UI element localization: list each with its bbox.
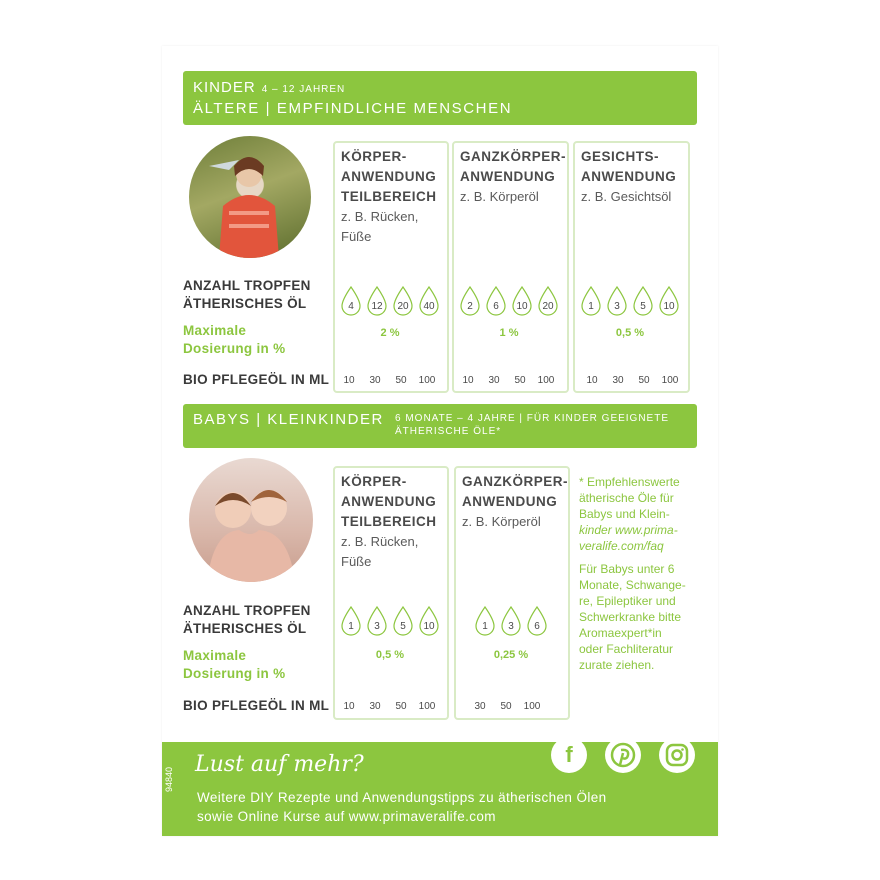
drop-row: [580, 286, 680, 316]
svg-text:1: 1: [348, 621, 354, 632]
svg-text:4: 4: [348, 301, 354, 312]
svg-text:3: 3: [374, 621, 380, 632]
ml-values: [467, 701, 545, 712]
ml-value: 100: [523, 701, 541, 712]
section1-heading: KINDER: [193, 79, 256, 96]
svg-text:10: 10: [423, 621, 435, 632]
max-percentage: 2 %: [380, 327, 400, 339]
ml-value: 30: [474, 701, 486, 712]
column-example: z. B. Gesichtsöl: [581, 189, 672, 204]
section2-header: [183, 404, 697, 448]
ml-value: 10: [462, 375, 474, 386]
footer-headline: Lust auf mehr?: [195, 752, 364, 777]
svg-text:20: 20: [542, 301, 554, 312]
drop-icon: [366, 606, 388, 636]
svg-text:3: 3: [614, 301, 620, 312]
drop-icon: [526, 606, 548, 636]
drop-icon: [658, 286, 680, 316]
ml-value: 10: [586, 375, 598, 386]
drop-icon: [632, 286, 654, 316]
drop-icon: [485, 286, 507, 316]
drop-row: [459, 286, 559, 316]
svg-text:12: 12: [371, 301, 383, 312]
drop-icon: [340, 286, 362, 316]
child-photo: [189, 136, 311, 258]
column-example: z. B. Rücken, Füße: [341, 209, 419, 244]
column-title: GANZKÖRPER- ANWENDUNG: [460, 149, 566, 184]
column-example: z. B. Rücken, Füße: [341, 534, 419, 569]
ml-value: 30: [612, 375, 624, 386]
footer-text: Weitere DIY Rezepte und Anwendungstipps zu ätherischen Ölen sowie Online Kurse auf www.primaveralife.com: [197, 790, 607, 824]
ml-values: [336, 375, 440, 386]
ml-value: 50: [395, 701, 407, 712]
svg-text:40: 40: [423, 301, 435, 312]
drop-row: [340, 606, 440, 636]
ml-value: 50: [514, 375, 526, 386]
ml-value: 100: [418, 375, 436, 386]
section1-header: [183, 71, 697, 125]
max-dosage-label-2: Maximale Dosierung in %: [183, 648, 286, 681]
drop-icon: [418, 286, 440, 316]
side-note-warning: Für Babys unter 6 Monate, Schwange- re, Epileptiker und Schwerkranke bitte Aromaexpert*in oder Fachliteratur zurate ziehen.: [579, 562, 686, 672]
drops-label: ANZAHL TROPFEN ÄTHERISCHES ÖL: [183, 278, 311, 311]
svg-text:10: 10: [663, 301, 675, 312]
pinterest-icon[interactable]: [605, 737, 641, 773]
column-title: KÖRPER- ANWENDUNG TEILBEREICH: [341, 474, 437, 529]
ml-values: [579, 375, 683, 386]
drop-icon: [366, 286, 388, 316]
ml-value: 10: [343, 701, 355, 712]
drop-row: [474, 606, 548, 636]
svg-text:6: 6: [493, 301, 499, 312]
ml-value: 100: [661, 375, 679, 386]
svg-text:3: 3: [508, 621, 514, 632]
side-note-recommendation: * Empfehlenswerte ätherische Öle für Babys und Klein- kinder www.prima- veralife.com/faq: [579, 475, 680, 553]
drop-icon: [392, 606, 414, 636]
max-percentage: 1 %: [499, 327, 519, 339]
instagram-icon[interactable]: [659, 737, 695, 773]
column-title: KÖRPER- ANWENDUNG TEILBEREICH: [341, 149, 437, 204]
drop-row: [340, 286, 440, 316]
ml-value: 30: [488, 375, 500, 386]
svg-text:5: 5: [640, 301, 646, 312]
product-code: 94840: [164, 766, 174, 792]
section1-subheading: ÄLTERE | EMPFINDLICHE MENSCHEN: [193, 100, 513, 117]
column-title: GANZKÖRPER- ANWENDUNG: [462, 474, 568, 509]
column-example: z. B. Körperöl: [460, 189, 539, 204]
ml-values: [336, 701, 440, 712]
drop-icon: [580, 286, 602, 316]
ml-value: 30: [369, 701, 381, 712]
carrier-oil-label: BIO PFLEGEÖL IN ML: [183, 372, 330, 387]
drop-icon: [606, 286, 628, 316]
carrier-oil-label-2: BIO PFLEGEÖL IN ML: [183, 698, 330, 713]
drop-icon: [474, 606, 496, 636]
svg-text:2: 2: [467, 301, 473, 312]
drop-icon: [340, 606, 362, 636]
max-dosage-label: Maximale Dosierung in %: [183, 323, 286, 356]
section2-note: 6 MONATE – 4 JAHRE | FÜR KINDER GEEIGNETE ÄTHERISCHE ÖLE*: [395, 413, 670, 437]
ml-value: 10: [343, 375, 355, 386]
drop-icon: [500, 606, 522, 636]
max-percentage: 0,5 %: [615, 327, 645, 339]
drop-icon: [418, 606, 440, 636]
svg-text:1: 1: [482, 621, 488, 632]
svg-text:1: 1: [588, 301, 594, 312]
section2-heading: BABYS | KLEINKINDER: [193, 411, 384, 428]
max-percentage: 0,5 %: [375, 649, 405, 661]
drop-icon: [537, 286, 559, 316]
section1-age: 4 – 12 JAHREN: [261, 84, 346, 95]
svg-text:5: 5: [400, 621, 406, 632]
ml-value: 50: [500, 701, 512, 712]
ml-value: 100: [537, 375, 555, 386]
facebook-icon[interactable]: f: [551, 737, 587, 773]
drop-icon: [511, 286, 533, 316]
svg-text:6: 6: [534, 621, 540, 632]
svg-text:10: 10: [516, 301, 528, 312]
max-percentage: 0,25 %: [493, 649, 529, 661]
svg-text:20: 20: [397, 301, 409, 312]
ml-value: 30: [369, 375, 381, 386]
drop-icon: [459, 286, 481, 316]
ml-value: 100: [418, 701, 436, 712]
drop-icon: [392, 286, 414, 316]
ml-value: 50: [395, 375, 407, 386]
ml-values: [455, 375, 559, 386]
babies-photo: [189, 458, 313, 582]
column-title: GESICHTS- ANWENDUNG: [581, 149, 677, 184]
drops-label-2: ANZAHL TROPFEN ÄTHERISCHES ÖL: [183, 603, 311, 636]
ml-value: 50: [638, 375, 650, 386]
column-example: z. B. Körperöl: [462, 514, 541, 529]
